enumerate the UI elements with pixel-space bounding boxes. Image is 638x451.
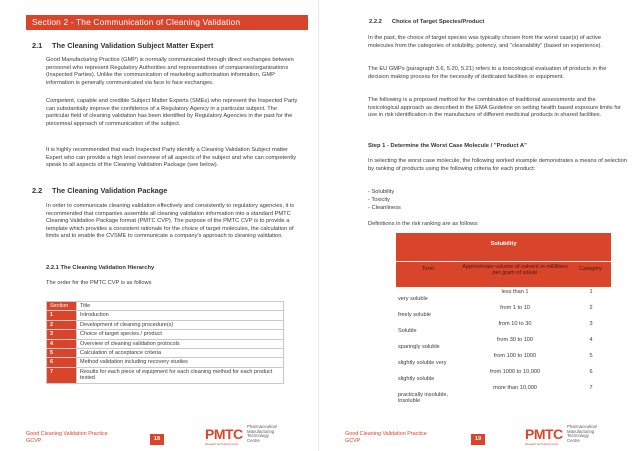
row-title: Calculation of acceptance criteria: [77, 349, 284, 358]
row-volume: from 1000 to 10,000: [489, 369, 541, 375]
row-title: Introduction: [77, 311, 284, 320]
table-row: [396, 319, 611, 335]
row-volume: from 1 to 10: [500, 305, 530, 311]
table-row: [47, 367, 284, 383]
header-title: Title: [77, 302, 284, 311]
row-category: 3: [589, 321, 593, 327]
heading-2-2-1: 2.2.1 The Cleaning Validation Hierarchy: [46, 265, 155, 271]
paragraph-definitions: Definitions in the risk ranking are as follows:: [368, 221, 479, 227]
table-row: [47, 358, 284, 367]
section-banner: Section 2 - The Communication of Cleaning Validation: [26, 15, 308, 30]
table-row: [396, 335, 611, 351]
row-volume: less than 1: [501, 289, 529, 295]
header-volume: Approximate volume of solvent in milliliters per gram of solute: [462, 264, 568, 277]
paragraph-gmp: Good Manufacturing Practice (GMP) is normally communicated through direct exchanges between personnel who represent Regulatory Authorities and representatives of companies/organisations (Inspected Parties). Unlike the communication of marketing authorisation information, GMP information is generally communicated via face to face exchanges.: [46, 57, 294, 86]
table-header-row: [396, 261, 611, 287]
row-title: Development of cleaning procedure(s): [77, 320, 284, 329]
page-number: 18: [150, 434, 164, 445]
logo-tagline: Research Technology Centre: [525, 443, 559, 446]
paragraph-worst-case: In selecting the worst case molecule, the following worked example demonstrates a means of selection by ranking of products using the following criteria for each product:: [368, 158, 627, 172]
paragraph-cvp: In order to communicate cleaning validation effectively and consistently to regulatory agencies, it is recommended that companies assemble all cleaning validation information into a standard PMTC Cleaning Validation Package format (PMTC CVP). The purpose of the PMTC CVP is to provide a template which provides a consistent rationale for the choice of target molecules, the calculation of limits and to enable the CVSME to communicate a company's approach to cleaning validation.: [46, 203, 295, 240]
footer-subtitle: GCVP: [26, 438, 42, 444]
heading-number: 2.2: [32, 186, 43, 195]
heading-2-1: [32, 41, 213, 50]
criteria-cleanliness: - Cleanliness: [368, 205, 401, 211]
pmtc-logo: [525, 424, 625, 448]
row-category: 4: [589, 337, 593, 343]
table-title: Solubility: [396, 233, 611, 261]
header-term: Term: [421, 266, 435, 272]
heading-title: The Cleaning Validation Package: [52, 186, 168, 195]
paragraph-eu-gmp: The EU GMPs (paragraph 3.6, 5.20, 5.21) refers to a toxicological evaluation of products in the decision making process for the necessity of dedicated facilities or equipment.: [368, 66, 607, 80]
row-term: slightly soluble very: [398, 360, 447, 366]
logo-text: Pharmaceutical Manufacturing Technology Centre: [567, 424, 597, 444]
table-header-row: [47, 302, 284, 311]
row-volume: from 10 to 30: [498, 321, 532, 327]
header-section: Section: [47, 302, 77, 311]
hierarchy-table: [46, 301, 284, 384]
row-number: 3: [47, 330, 77, 339]
table-row: [396, 351, 611, 367]
row-title: Overview of cleaning validation protocols: [77, 339, 284, 348]
paragraph-sme: Competent, capable and credible Subject Matter Experts (SMEs) who represent the Inspected Party can substantially improve the confidence of a Regulatory Agency in a particular subject. The particular field of cleaning validation has been identified by Regulatory Agencies in the past for the piecemeal approach of communication of the subject.: [46, 98, 298, 127]
table-row: [396, 287, 611, 303]
row-number: 5: [47, 349, 77, 358]
row-volume: from 30 to 100: [496, 337, 534, 343]
row-volume: from 100 to 1000: [493, 353, 537, 359]
row-category: 1: [589, 289, 593, 295]
logo-text: Pharmaceutical Manufacturing Technology Centre: [247, 424, 277, 444]
row-term: sparingly soluble: [398, 344, 440, 350]
row-category: 7: [589, 385, 593, 391]
row-category: 5: [589, 353, 593, 359]
row-number: 2: [47, 320, 77, 329]
row-number: 7: [47, 367, 77, 383]
row-title: Choice of target species / product: [77, 330, 284, 339]
table-row: [47, 330, 284, 339]
paragraph-order: The order for the PMTC CVP is as follows: [46, 280, 152, 286]
row-title: Results for each piece of equipment for each cleaning method for each product tested: [77, 367, 284, 383]
row-number: 1: [47, 311, 77, 320]
footer-subtitle: GCVP: [345, 438, 361, 444]
page-number: 19: [471, 434, 485, 445]
table-row: [396, 367, 611, 383]
heading-2-2-2: [369, 19, 484, 25]
table-row: [47, 349, 284, 358]
criteria-solubility: - Solubility: [368, 189, 395, 195]
table-row: [396, 303, 611, 319]
table-row: [47, 339, 284, 348]
heading-title: Choice of Target Species/Product: [391, 19, 485, 25]
footer-title: Good Cleaning Validation Practice: [345, 431, 427, 437]
row-term: practically insoluble, insoluble: [398, 392, 449, 405]
paragraph-past-choice: In the past, the choice of target species was typically chosen from the worst case(s) of active molecules from the categories of solubility, potency, and "cleanability" (based on experience).: [368, 35, 602, 49]
row-term: very soluble: [398, 296, 428, 302]
row-category: 6: [589, 369, 593, 375]
pmtc-logo: [205, 424, 305, 448]
step-1-heading: Step 1 - Determine the Worst Case Molecule / "Product A": [368, 143, 527, 149]
row-number: 4: [47, 339, 77, 348]
header-category: Category: [579, 266, 602, 272]
table-row: [47, 320, 284, 329]
table-row: [47, 311, 284, 320]
row-number: 6: [47, 358, 77, 367]
paragraph-proposed-method: The following is a proposed method for the combination of traditional assessments and the toxicological approach as described in the EMA Guideline on setting health based exposure limits for use in risk identification in the manufacture of different medicinal products in shared facilities.: [368, 97, 621, 119]
heading-number: 2.2.2: [369, 19, 382, 25]
table-row: [396, 383, 611, 407]
criteria-toxicity: - Toxicity: [368, 197, 391, 203]
logo-mark: PMTC: [205, 426, 243, 442]
heading-2-2: [32, 186, 167, 195]
heading-number: 2.1: [32, 41, 43, 50]
solubility-table: [396, 233, 611, 407]
heading-title: The Cleaning Validation Subject Matter Expert: [52, 41, 214, 50]
row-volume: more than 10,000: [493, 385, 537, 391]
footer-title: Good Cleaning Validation Practice: [26, 431, 108, 437]
paragraph-recommend: It is highly recommended that each Inspected Party identify a Cleaning Validation Subject matter Expert who can provide a high level overview of all aspects of the subject and who can competently speak to all aspects of the Cleaning Validation Package (see below).: [46, 147, 297, 169]
logo-tagline: Research Technology Centre: [205, 443, 239, 446]
row-category: 2: [589, 305, 593, 311]
row-term: slightly soluble: [398, 376, 435, 382]
row-term: freely soluble: [398, 312, 431, 318]
row-title: Method validation including recovery studies: [77, 358, 284, 367]
row-term: Soluble: [398, 328, 417, 334]
logo-mark: PMTC: [525, 426, 563, 442]
